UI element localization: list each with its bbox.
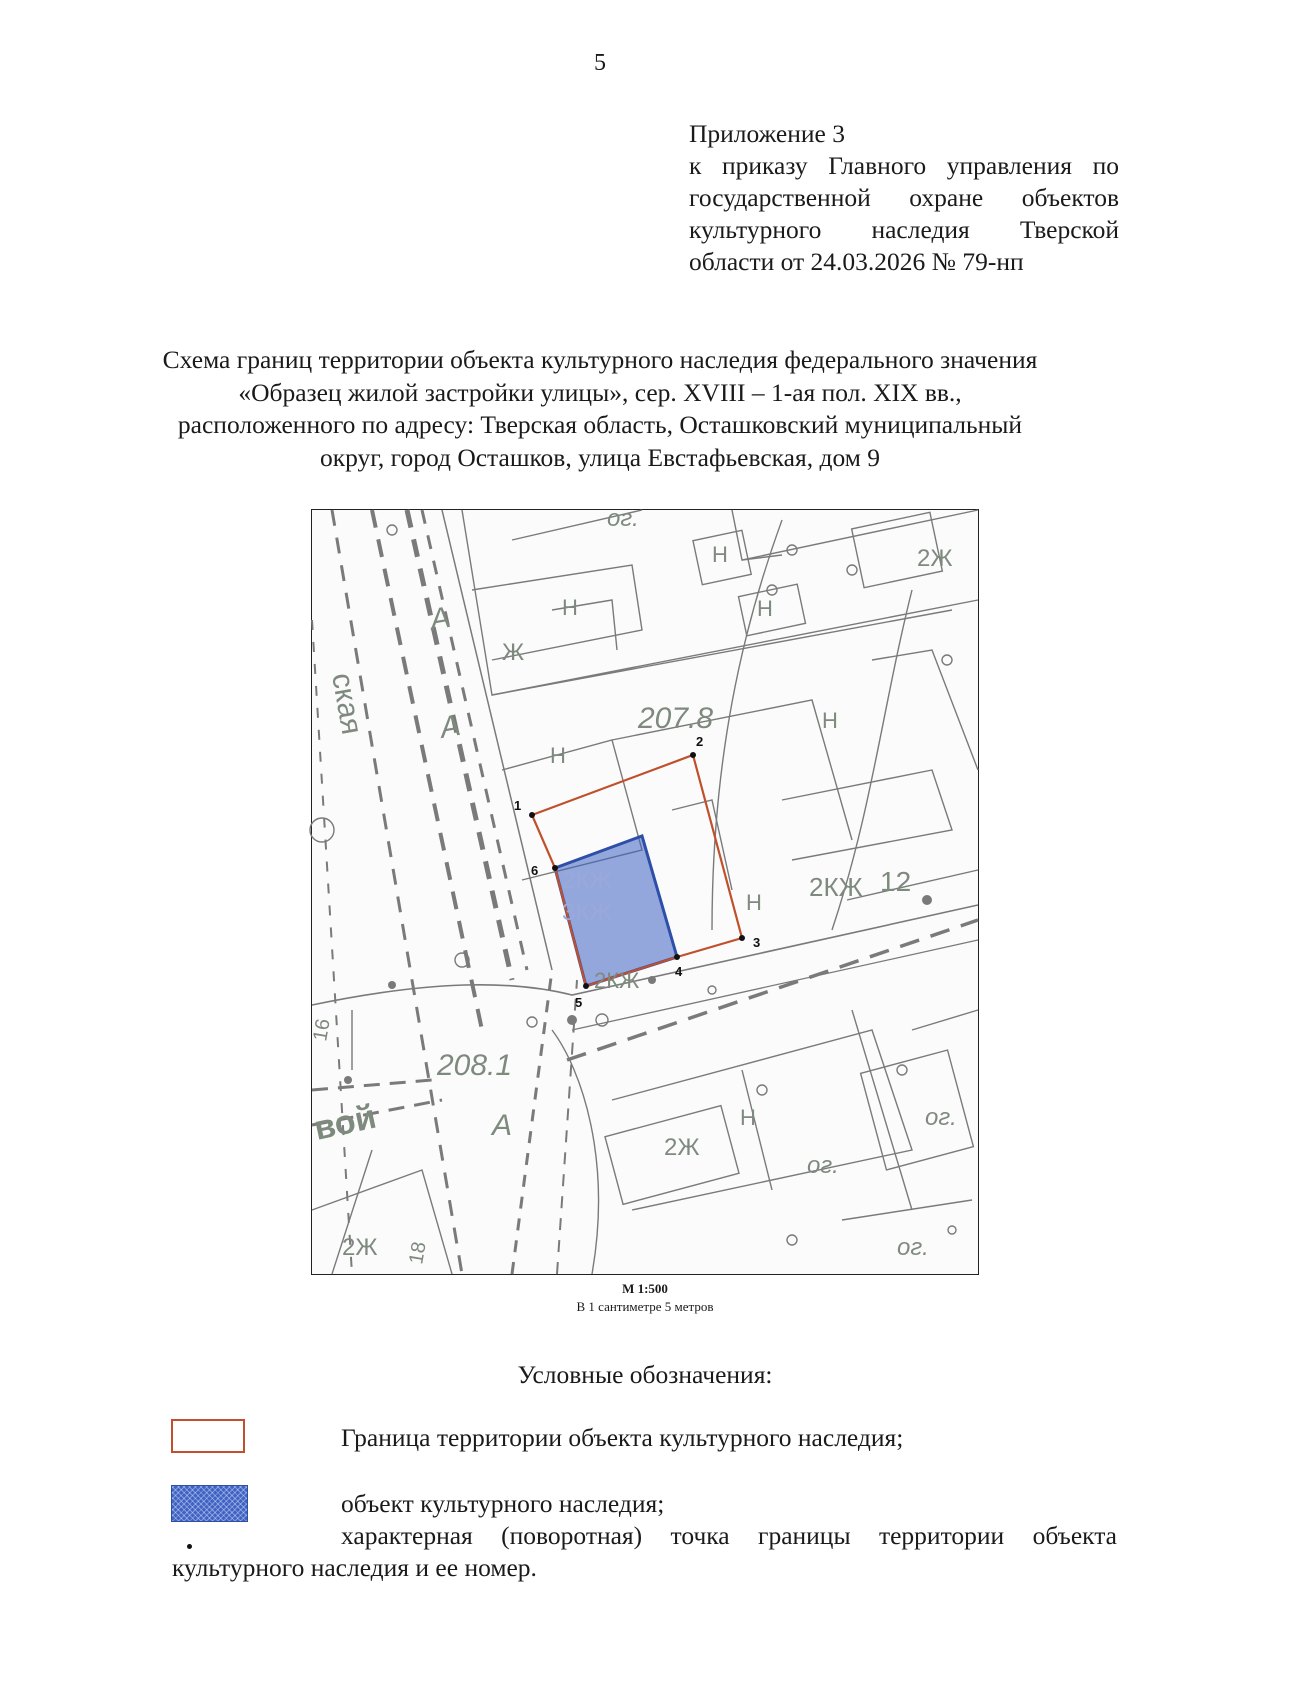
street-name-fragment: вой <box>310 1097 380 1148</box>
road-label: А <box>492 1109 513 1142</box>
appendix-line: государственной охране объектов <box>689 183 1119 212</box>
house-number: 12 <box>880 866 912 897</box>
garden-label: ог. <box>925 1104 957 1131</box>
building-label: 2КЖ <box>562 867 612 894</box>
appendix-line: культурного наследия Тверской <box>689 215 1119 244</box>
road-label: А <box>427 600 453 637</box>
point-number: 5 <box>575 995 583 1010</box>
map-scale: М 1:500 <box>622 1281 668 1296</box>
point-number: 2 <box>696 734 704 749</box>
street-name-fragment: ская <box>325 670 369 737</box>
appendix-line: Приложение 3 <box>689 119 845 148</box>
boundary-point-1 <box>514 798 535 818</box>
boundary-point-6 <box>531 863 558 878</box>
building-label: 2КЖ <box>594 968 640 993</box>
house-number: 16 <box>309 1017 335 1043</box>
boundary-point-2 <box>690 734 703 758</box>
legend-object-text: объект культурного наследия; <box>341 1489 665 1518</box>
point-number: 6 <box>531 863 539 878</box>
building-label: Ж <box>502 639 525 666</box>
n-label: Н <box>740 1105 756 1130</box>
elevation-label: 207.8 <box>638 702 714 735</box>
building-label: 2КЖ <box>809 872 863 902</box>
road-label: А <box>437 708 463 745</box>
building-label: 2Ж <box>664 1134 700 1161</box>
building-label: 2Ж <box>917 545 953 572</box>
map-scale-description: В 1 сантиметре 5 метров <box>576 1299 714 1314</box>
elevation-label: 208.1 <box>437 1049 513 1082</box>
n-label: Н <box>562 595 578 620</box>
building-label: 2Ж <box>342 1234 378 1261</box>
appendix-line: области от 24.03.2026 № 79-нп <box>689 247 1024 276</box>
garden-label: ог. <box>897 1234 929 1261</box>
boundary-point-3 <box>739 935 760 950</box>
point-number: 1 <box>514 798 522 813</box>
scheme-title: Схема границ территории объекта культурного наследия федерального значения «Образец жилой застройки улицы», сер. XVIII – 1-ая пол. XIX вв., расположенного по адресу: Тверская область, Осташковский муниципальный округ, город Осташков, улица Евстафьевская, дом 9 <box>162 345 1038 472</box>
map-canvas <box>309 505 978 1274</box>
legend-boundary-text: Граница территории объекта культурного наследия; <box>341 1423 904 1452</box>
house-number: 18 <box>405 1240 431 1266</box>
cadastral-map <box>309 505 979 1275</box>
boundary-point-4 <box>674 954 683 979</box>
garden-label: ог. <box>807 1152 839 1179</box>
n-label: Н <box>757 596 773 621</box>
n-label: Н <box>550 743 566 768</box>
legend-point-text: характерная (поворотная) точка границы территории объекта культурного наследия и ее номер. <box>172 1521 1117 1582</box>
point-number: 3 <box>753 935 761 950</box>
legend-object-swatch <box>171 1485 248 1522</box>
legend-boundary-swatch <box>171 1419 245 1453</box>
point-number: 4 <box>675 964 683 979</box>
n-label: Н <box>746 890 762 915</box>
legend-title: Условные обозначения: <box>517 1360 773 1389</box>
garden-label: ог. <box>607 505 639 532</box>
appendix-block <box>689 118 1119 278</box>
n-label: Н <box>822 708 838 733</box>
appendix-line: к приказу Главного управления по <box>689 151 1119 180</box>
n-label: Н <box>712 542 728 567</box>
page-number: 5 <box>594 50 606 76</box>
building-label: 3КЖ <box>562 899 612 926</box>
